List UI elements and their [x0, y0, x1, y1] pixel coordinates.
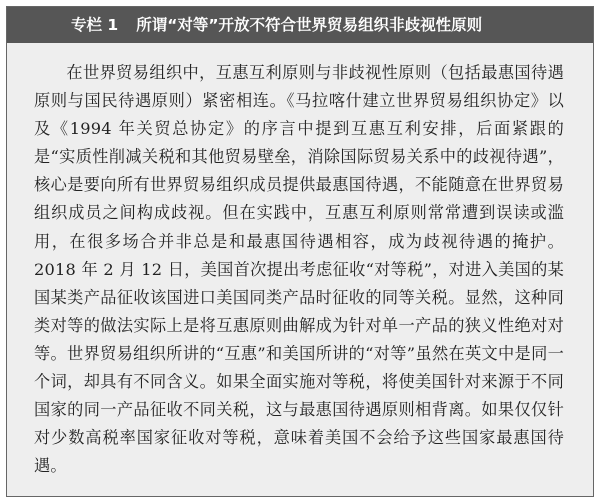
box-label: 专栏 1 [71, 16, 119, 34]
box-paragraph: 在世界贸易组织中，互惠互利原则与非歧视性原则（包括最惠国待遇原则与国民待遇原则）紧密相连。《马拉喀什建立世界贸易组织协定》以及《1994 年关贸总协定》的序言中提到互惠互利安排，后面紧跟的是“实质性削减关税和其他贸易壁垒，消除国际贸易关系中的歧视待遇”，核心是要向所有世界贸易组织成员提供最惠国待遇，不能随意在世界贸易组织成员之间构成歧视。但在实践中，互惠互利原则常常遭到误读或滥用，在很多场合并非总是和最惠国待遇相容，成为歧视待遇的掩护。2018 年 2 月 12 日，美国首次提出考虑征收“对等税”，对进入美国的某国某类产品征收该国进口美国同类产品时征收的同等关税。显然，这种同类对等的做法实际上是将互惠原则曲解成为针对单一产品的狭义性绝对对等。世界贸易组织所讲的“互惠”和美国所讲的“对等”虽然在英文中是同一个词，却具有不同含义。如果全面实施对等税，将使美国针对来源于不同国家的同一产品征收不同关税，这与最惠国待遇原则相背离。如果仅仅针对少数高税率国家征收对等税，意味着美国不会给予这些国家最惠国待遇。 [34, 63, 564, 476]
box-title: 所谓“对等”开放不符合世界贸易组织非歧视性原则 [136, 16, 483, 34]
sidebar-box [6, 6, 594, 497]
box-header [7, 7, 593, 43]
